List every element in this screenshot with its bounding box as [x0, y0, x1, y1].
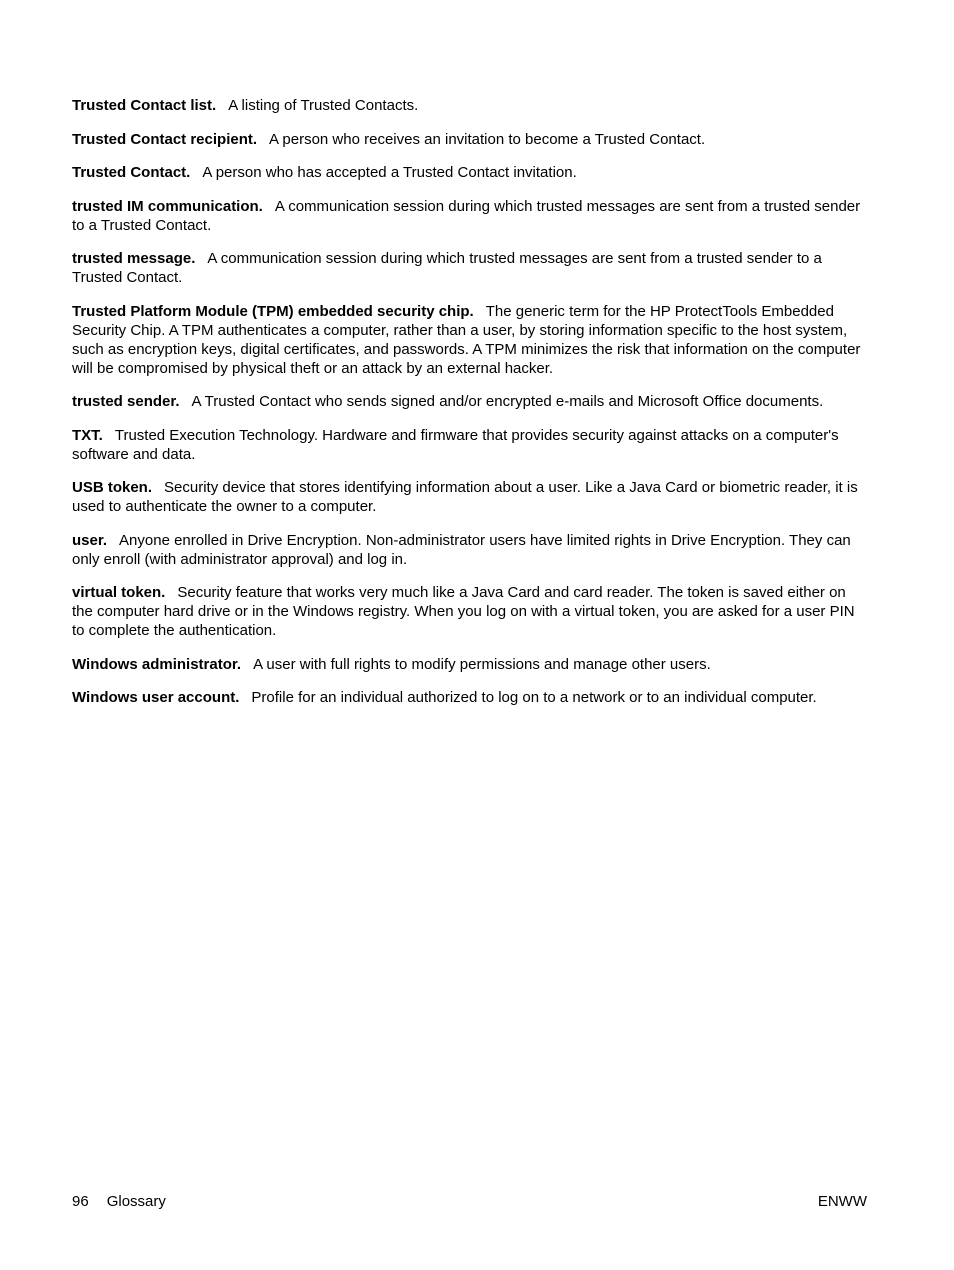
glossary-term: USB token.: [72, 479, 153, 496]
glossary-term: TXT.: [72, 426, 103, 444]
glossary-term: Windows administrator.: [72, 655, 242, 673]
glossary-definition: Profile for an individual authorized to log on to a network or to an individual computer.: [251, 689, 817, 706]
glossary-definition: The generic term for the HP ProtectTools Embedded Security Chip. A TPM authenticates a computer, rather than a user, by storing information specific to the host system, such as encryption keys, digital certificates, and passwords. A TPM minimizes the risk that information on the computer will be compromised by physical theft or an attack by an external hacker.: [72, 302, 861, 377]
glossary-term: Trusted Platform Module (TPM) embedded security chip.: [72, 302, 474, 320]
glossary-definition: A Trusted Contact who sends signed and/or encrypted e-mails and Microsoft Office documents.: [191, 393, 824, 410]
glossary-entry: [72, 130, 870, 149]
glossary-entry: [72, 531, 870, 569]
glossary-entry: [72, 426, 870, 464]
glossary-term: trusted sender.: [72, 393, 180, 410]
glossary-definition: Trusted Execution Technology. Hardware and firmware that provides security against attacks on a computer's software and data.: [72, 426, 839, 463]
glossary-term: user.: [72, 531, 108, 549]
glossary-term: Trusted Contact recipient.: [72, 130, 258, 148]
glossary-term: Windows user account.: [72, 689, 240, 706]
glossary-definition: A person who has accepted a Trusted Contact invitation.: [202, 164, 577, 181]
glossary-term: Trusted Contact list.: [72, 97, 217, 114]
glossary-entry: [72, 163, 870, 182]
glossary-definition: A user with full rights to modify permissions and manage other users.: [253, 655, 711, 673]
page-footer: [72, 1192, 867, 1211]
glossary-entry: [72, 197, 870, 235]
glossary-entry: [72, 96, 870, 115]
glossary-entry: [72, 249, 870, 287]
region-code: ENWW: [817, 1193, 867, 1210]
glossary-entry: [72, 583, 870, 640]
glossary-entry: [72, 655, 870, 674]
glossary-entry: [72, 688, 870, 707]
glossary-definition: A communication session during which trusted messages are sent from a trusted sender to a Trusted Contact.: [72, 197, 861, 234]
glossary-definition: Security device that stores identifying information about a user. Like a Java Card or biometric reader, it is used to authenticate the owner to a computer.: [72, 479, 858, 515]
glossary-term: trusted message.: [72, 250, 196, 267]
glossary-entry: [72, 302, 870, 378]
glossary-term: virtual token.: [72, 584, 166, 601]
glossary-term: trusted IM communication.: [72, 197, 263, 215]
glossary-list: [72, 96, 870, 722]
glossary-entry: [72, 478, 870, 516]
glossary-definition: Security feature that works very much like a Java Card and card reader. The token is saved either on the computer hard drive or in the Windows registry. When you log on with a virtual token, you are asked for a user PIN to complete the authentication.: [72, 584, 855, 639]
glossary-definition: A communication session during which trusted messages are sent from a trusted sender to a Trusted Contact.: [72, 250, 822, 286]
section-name: Glossary: [106, 1193, 166, 1210]
glossary-term: Trusted Contact.: [72, 164, 191, 181]
glossary-definition: A listing of Trusted Contacts.: [228, 97, 419, 114]
glossary-definition: A person who receives an invitation to become a Trusted Contact.: [269, 130, 706, 148]
glossary-entry: [72, 392, 870, 411]
glossary-definition: Anyone enrolled in Drive Encryption. Non-administrator users have limited rights in Drive Encryption. They can only enroll (with administrator approval) and log in.: [72, 531, 851, 568]
page-number: 96: [72, 1193, 89, 1210]
